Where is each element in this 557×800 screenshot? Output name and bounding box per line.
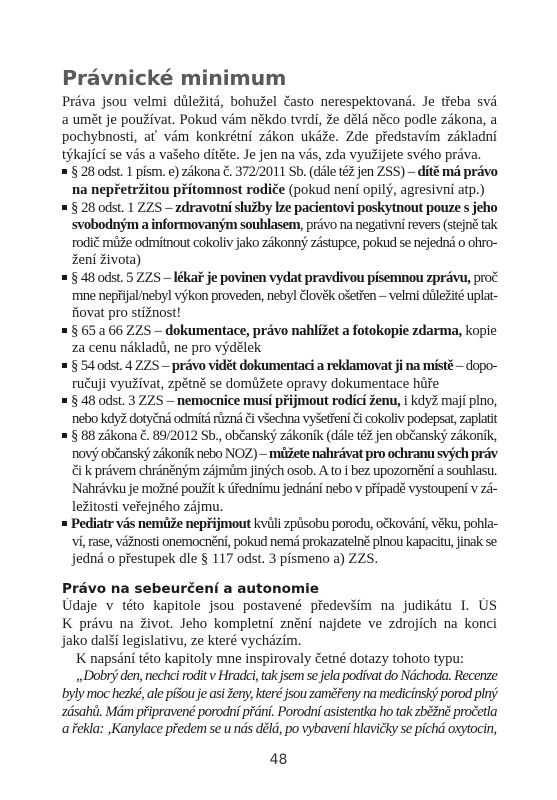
text-line: ručuji využívat, zpětně se domůžete opravy dokumentace hůře xyxy=(72,375,440,392)
bullet-item: § 88 zákona č. 89/2012 Sb., občanský zákoník (dále též jen občanský zákoník, xyxy=(62,428,497,446)
bullet-item: § 54 odst. 4 ZZS – právo vidět dokumentaci a reklamovat ji na místě – dopo- xyxy=(62,358,497,376)
bullet-square-icon xyxy=(62,169,67,174)
text-line: svobodným a informovaným souhlasem, právo na negativní revers (stejně tak xyxy=(72,217,498,234)
text-line: K právu na život. Jeho kompletní znění najdete ve zdrojích na konci xyxy=(62,615,497,632)
text-line: ňovat pro stížnost! xyxy=(72,305,182,322)
text-line: jedná o přestupek dle § 117 odst. 3 písmeno a) ZZS. xyxy=(72,551,379,568)
bullet-item: § 48 odst. 5 ZZS – lékař je povinen vydat pravdivou písemnou zprávu, proč xyxy=(62,270,497,288)
bullet-item: § 65 a 66 ZZS – dokumentace, právo nahlížet a fotokopie zdarma, kopie xyxy=(62,323,497,341)
bullet-square-icon xyxy=(62,205,67,210)
quote-line: „Dobrý den, nechci rodit v Hradci, tak jsem se jela podívat do Náchoda. Recenze xyxy=(76,668,498,685)
text-line: Údaje v této kapitole jsou postavené především na judikátu I. ÚS xyxy=(62,598,497,614)
bullet-square-icon xyxy=(62,521,67,526)
page-title: Právnické minimum xyxy=(62,66,287,90)
section-text xyxy=(62,598,497,739)
text-line: žení života) xyxy=(72,252,141,269)
section-heading: Právo na sebeurčení a autonomie xyxy=(62,581,320,597)
text-line: ví, rase, vážnosti onemocnění, pokud nemá prokazatelně plnou kapacitu, jinak se xyxy=(72,533,497,550)
bullet-square-icon xyxy=(62,275,67,280)
text-line: Nahrávku je možné použít k úřednímu jednání nebo v případě vystoupení v zá- xyxy=(72,481,497,498)
text-line: pochybnosti, ať vám konkrétní zákon ukáže. Zde představím základní xyxy=(62,129,497,146)
text-line: Práva jsou velmi důležitá, bohužel často nerespektovaná. Je třeba svá xyxy=(62,94,497,110)
text-line: mne nepřijal/nebyl výkon proveden, nebyl člověk ošetřen – velmi důležité uplat- xyxy=(72,287,498,304)
text-line: za cenu nákladů, ne pro výdělek xyxy=(72,340,262,357)
quote-line: byly moc hezké, ale píšou je asi ženy, které jsou zaměřeny na medicínský porod plný xyxy=(62,685,497,702)
text-line: týkající se vás a vašeho dítěte. Je jen na vás, zda využijete svého práva. xyxy=(62,146,482,163)
bullet-item: § 28 odst. 1 ZZS – zdravotní služby lze pacientovi poskytnout pouze s jeho xyxy=(62,200,497,218)
main-text xyxy=(62,94,497,569)
text-line: nový občanský zákoník nebo NOZ) – můžete nahrávat pro ochranu svých práv xyxy=(72,445,498,462)
bullet-square-icon xyxy=(62,433,67,438)
bullet-square-icon xyxy=(62,363,67,368)
quote-line: a řekla: ‚Kanylace předem se u nás dělá, po vybavení hlavičky se píchá oxytocin, xyxy=(62,721,497,738)
text-line: K napsání této kapitoly mne inspirovaly četné dotazy tohoto typu: xyxy=(76,650,464,667)
bullet-item: § 48 odst. 3 ZZS – nemocnice musí přijmout rodící ženu, i když mají plno, xyxy=(62,393,497,411)
bullet-square-icon xyxy=(62,398,67,403)
bullet-square-icon xyxy=(62,328,67,333)
text-line: nebo když dotyčná odmítá různá či všechna vyšetření či cokoliv podepsat, zaplatit xyxy=(72,410,497,427)
bullet-item: § 28 odst. 1 písm. e) zákona č. 372/2011 Sb. (dále též jen ZSS) – dítě má právo xyxy=(62,164,497,182)
text-line: na nepřetržitou přítomnost rodiče (pokud není opilý, agresivní atp.) xyxy=(72,181,485,198)
page-number: 48 xyxy=(269,752,288,768)
text-line: či k právem chráněným zájmům jiných osob. A to i bez upozornění a souhlasu. xyxy=(72,463,497,480)
text-line: a umět je používat. Pokud vám někdo tvrdí, že dělá něco podle zákona, a xyxy=(62,111,497,128)
quote-line: zásahů. Mám připravené porodní přání. Porodní asistentka ho tak zběžně pročetla xyxy=(62,703,497,720)
text-line: rodič může odmítnout cokoliv jako zákonný zástupce, pokud se nejedná o ohro- xyxy=(72,234,497,251)
bullet-item: Pediatr vás nemůže nepřijmout kvůli způsobu porodu, očkování, věku, pohla- xyxy=(62,516,497,534)
text-line: ležitosti veřejného zájmu. xyxy=(72,498,224,515)
text-line: jako další legislativu, ze které vycházím. xyxy=(62,633,302,650)
